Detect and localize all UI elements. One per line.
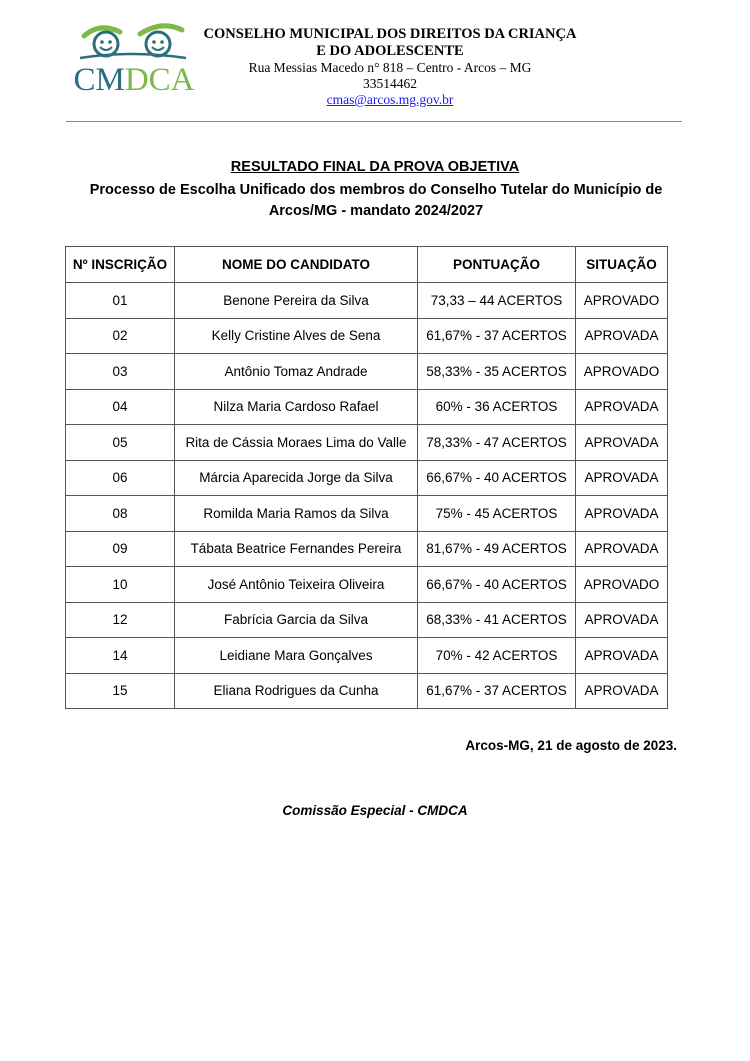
cell-nome: Márcia Aparecida Jorge da Silva xyxy=(175,460,418,496)
table-row xyxy=(66,496,668,532)
cell-situacao: APROVADA xyxy=(576,602,668,638)
document-date: Arcos-MG, 21 de agosto de 2023. xyxy=(465,738,677,753)
cell-nome: Eliana Rodrigues da Cunha xyxy=(175,673,418,709)
cell-pontuacao: 81,67% - 49 ACERTOS xyxy=(418,531,576,567)
signature: Comissão Especial - CMDCA xyxy=(282,803,468,818)
cell-nome: Romilda Maria Ramos da Silva xyxy=(175,496,418,532)
cell-situacao: APROVADA xyxy=(576,389,668,425)
table-header-row xyxy=(66,247,668,283)
cell-situacao: APROVADO xyxy=(576,567,668,603)
cell-situacao: APROVADA xyxy=(576,638,668,674)
table-row xyxy=(66,531,668,567)
cell-pontuacao: 66,67% - 40 ACERTOS xyxy=(418,460,576,496)
letterhead xyxy=(180,26,600,108)
table-body xyxy=(66,283,668,709)
cell-pontuacao: 78,33% - 47 ACERTOS xyxy=(418,425,576,461)
column-header-nome: NOME DO CANDIDATO xyxy=(175,247,418,283)
cell-inscricao: 06 xyxy=(66,460,175,496)
cell-inscricao: 02 xyxy=(66,318,175,354)
table-row xyxy=(66,283,668,319)
column-header-pontuacao: PONTUAÇÃO xyxy=(418,247,576,283)
cell-pontuacao: 58,33% - 35 ACERTOS xyxy=(418,354,576,390)
table-row xyxy=(66,318,668,354)
table-row xyxy=(66,389,668,425)
table-row xyxy=(66,673,668,709)
cell-inscricao: 12 xyxy=(66,602,175,638)
cell-situacao: APROVADO xyxy=(576,354,668,390)
cell-nome: Tábata Beatrice Fernandes Pereira xyxy=(175,531,418,567)
org-phone: 33514462 xyxy=(363,76,417,91)
table-row xyxy=(66,602,668,638)
cell-inscricao: 04 xyxy=(66,389,175,425)
cell-nome: Benone Pereira da Silva xyxy=(175,283,418,319)
cell-nome: Antônio Tomaz Andrade xyxy=(175,354,418,390)
cell-inscricao: 10 xyxy=(66,567,175,603)
table-row xyxy=(66,425,668,461)
cell-situacao: APROVADA xyxy=(576,318,668,354)
table-row xyxy=(66,354,668,390)
cell-pontuacao: 61,67% - 37 ACERTOS xyxy=(418,673,576,709)
results-table xyxy=(65,246,668,709)
cell-pontuacao: 75% - 45 ACERTOS xyxy=(418,496,576,532)
cell-pontuacao: 68,33% - 41 ACERTOS xyxy=(418,602,576,638)
org-email-link[interactable]: cmas@arcos.mg.gov.br xyxy=(326,92,454,107)
cell-situacao: APROVADA xyxy=(576,496,668,532)
org-name-line2: E DO ADOLESCENTE xyxy=(316,43,464,59)
cell-inscricao: 01 xyxy=(66,283,175,319)
cell-pontuacao: 61,67% - 37 ACERTOS xyxy=(418,318,576,354)
header-divider xyxy=(66,121,682,122)
cell-inscricao: 09 xyxy=(66,531,175,567)
document-title: RESULTADO FINAL DA PROVA OBJETIVA xyxy=(230,159,520,175)
cell-inscricao: 15 xyxy=(66,673,175,709)
cell-nome: Kelly Cristine Alves de Sena xyxy=(175,318,418,354)
table-row xyxy=(66,638,668,674)
cell-nome: Fabrícia Garcia da Silva xyxy=(175,602,418,638)
cell-inscricao: 14 xyxy=(66,638,175,674)
cell-nome: Leidiane Mara Gonçalves xyxy=(175,638,418,674)
cell-nome: José Antônio Teixeira Oliveira xyxy=(175,567,418,603)
table-row xyxy=(66,460,668,496)
cell-situacao: APROVADA xyxy=(576,425,668,461)
cell-situacao: APROVADO xyxy=(576,283,668,319)
logo-text-cm: CM xyxy=(73,62,125,98)
cell-nome: Rita de Cássia Moraes Lima do Valle xyxy=(175,425,418,461)
cell-inscricao: 08 xyxy=(66,496,175,532)
document-subtitle: Processo de Escolha Unificado dos membros do Conselho Tutelar do Município de Arcos/MG - mandato 2024/2027 xyxy=(89,182,663,219)
column-header-situacao: SITUAÇÃO xyxy=(576,247,668,283)
column-header-inscricao: Nº INSCRIÇÃO xyxy=(66,247,175,283)
cell-pontuacao: 66,67% - 40 ACERTOS xyxy=(418,567,576,603)
table-row xyxy=(66,567,668,603)
org-name-line1: CONSELHO MUNICIPAL DOS DIREITOS DA CRIANÇA xyxy=(203,26,577,42)
cell-nome: Nilza Maria Cardoso Rafael xyxy=(175,389,418,425)
org-address: Rua Messias Macedo n° 818 – Centro - Arcos – MG xyxy=(248,60,532,75)
cell-situacao: APROVADA xyxy=(576,460,668,496)
cell-pontuacao: 70% - 42 ACERTOS xyxy=(418,638,576,674)
cell-inscricao: 03 xyxy=(66,354,175,390)
cell-pontuacao: 60% - 36 ACERTOS xyxy=(418,389,576,425)
logo-text-dca: DCA xyxy=(124,62,195,98)
cell-inscricao: 05 xyxy=(66,425,175,461)
cell-pontuacao: 73,33 – 44 ACERTOS xyxy=(418,283,576,319)
cell-situacao: APROVADA xyxy=(576,673,668,709)
cell-situacao: APROVADA xyxy=(576,531,668,567)
